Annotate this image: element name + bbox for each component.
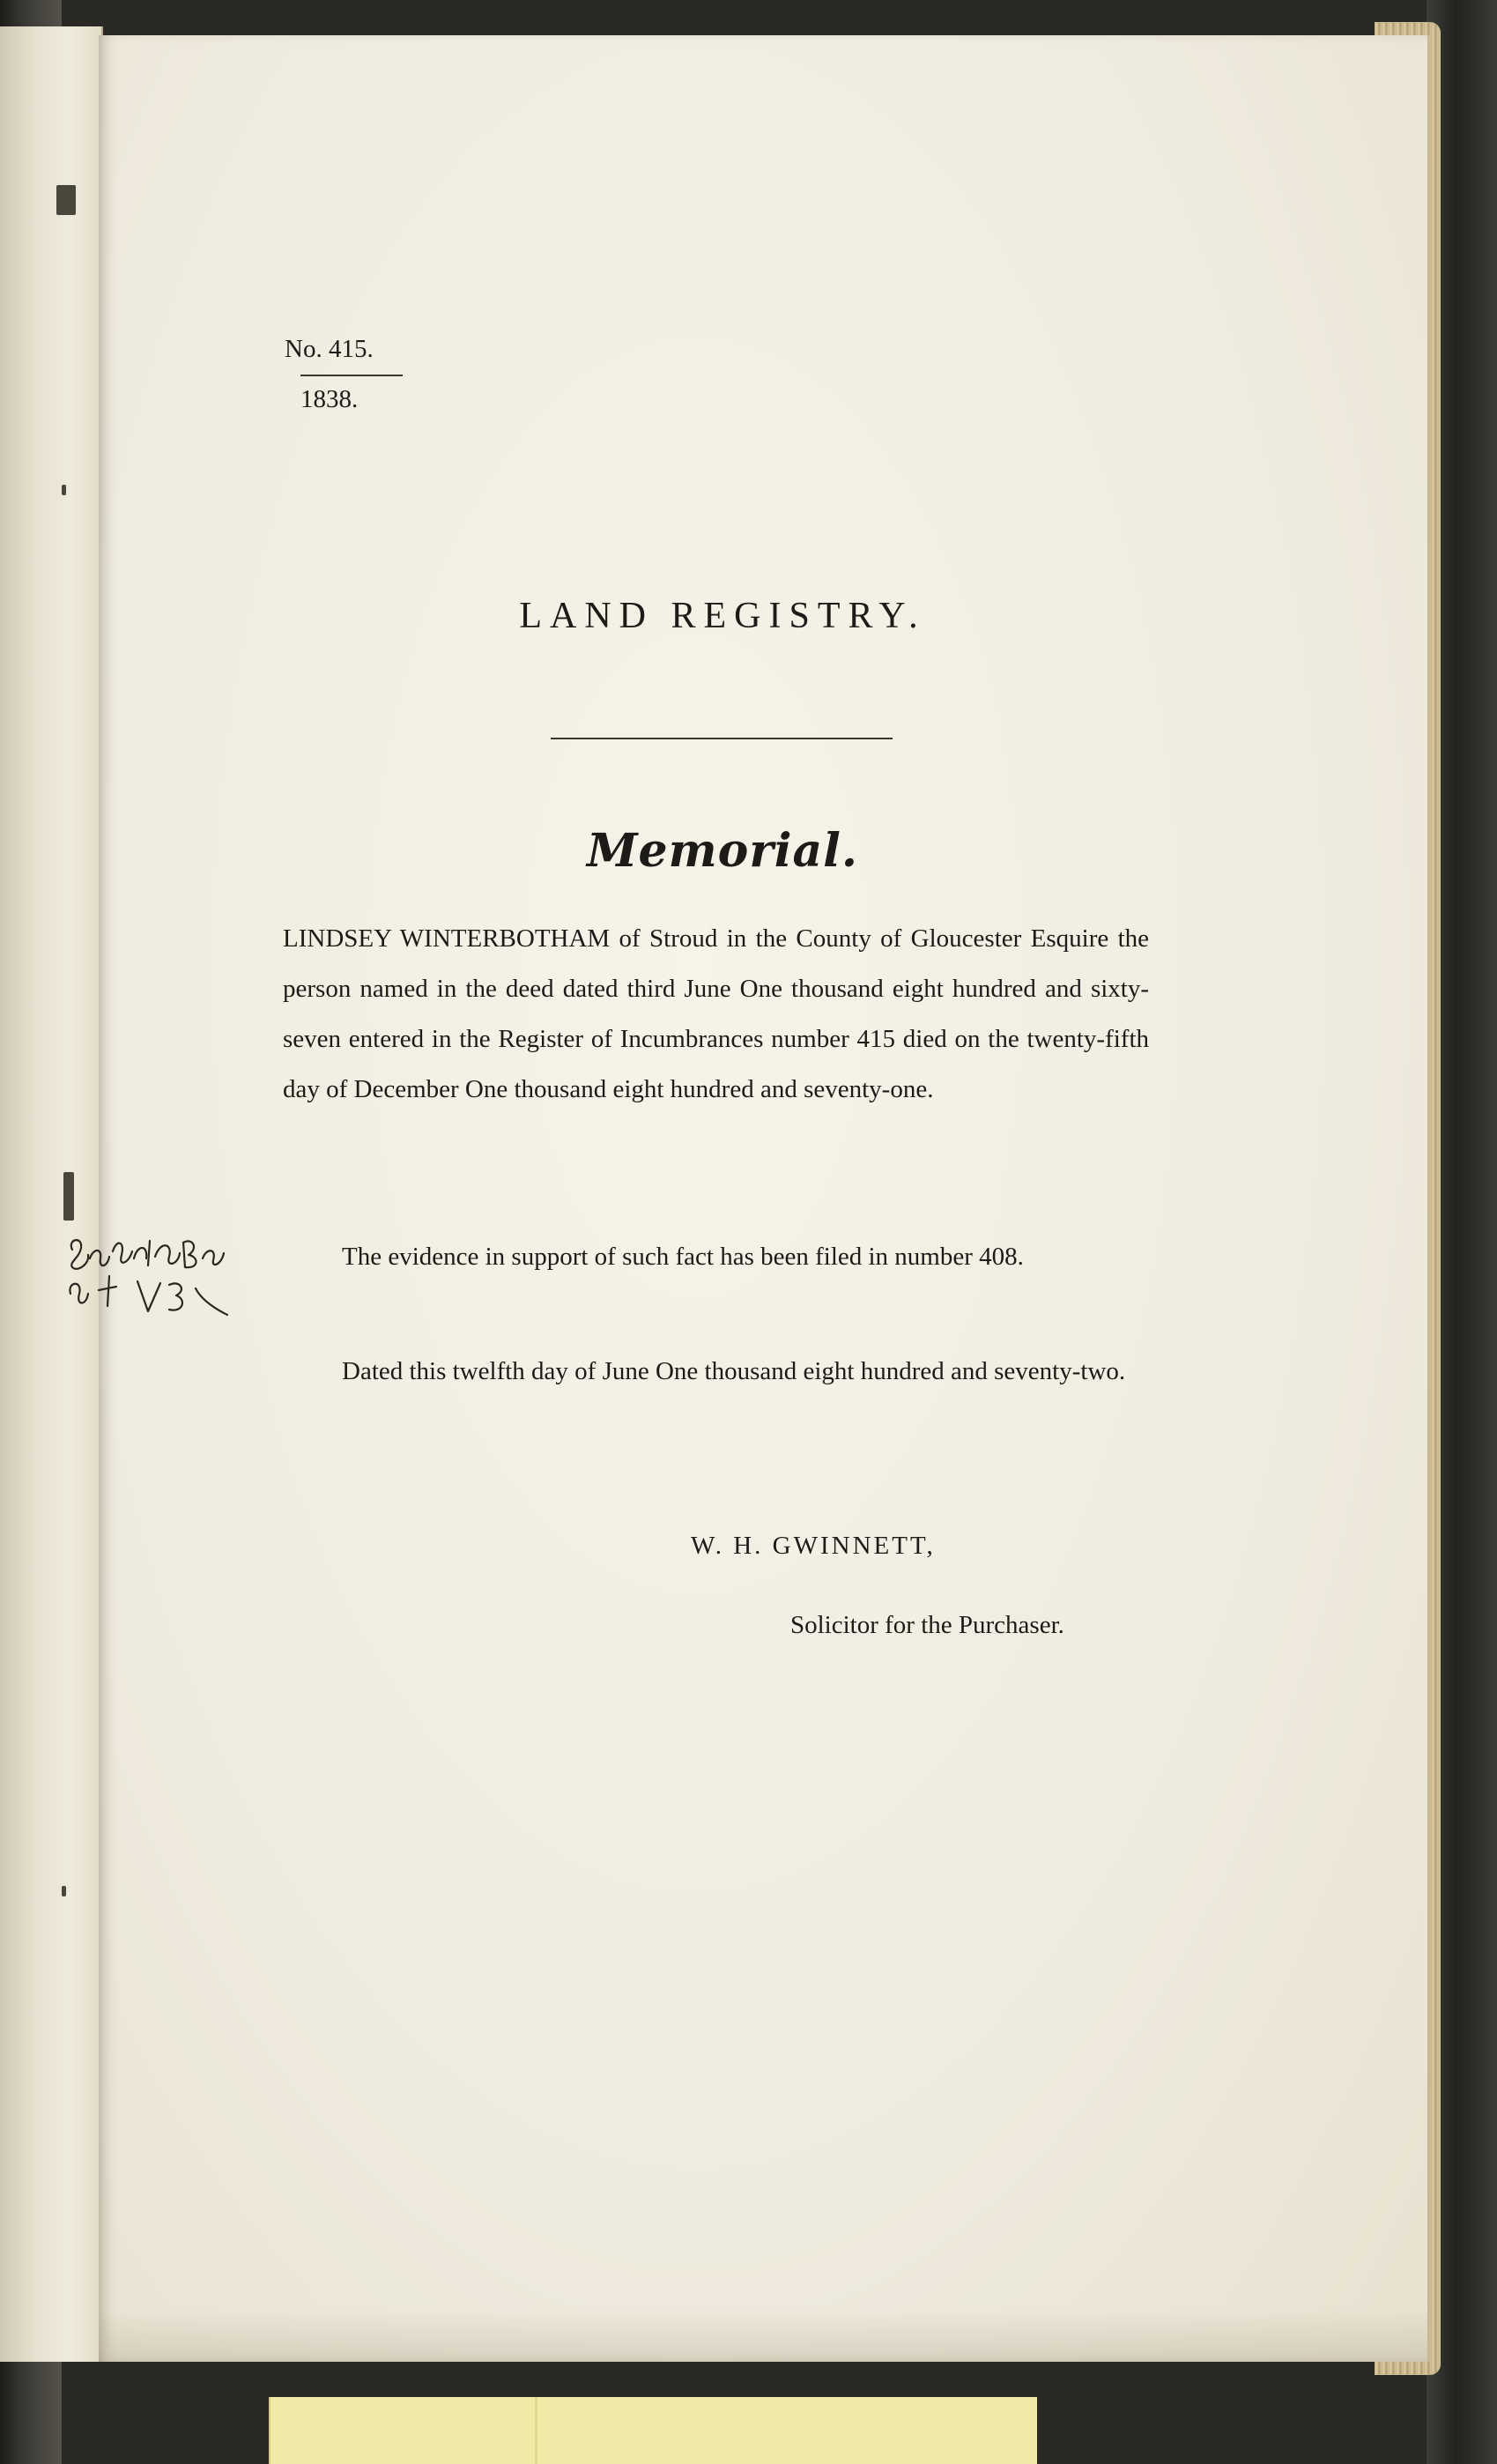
yellow-bookmark-tab [269,2397,1037,2464]
left-page-edge [0,26,103,2362]
signatory-name: W. H. GWINNETT, [691,1532,936,1560]
binding-mark [62,1886,66,1896]
binding-mark [62,485,66,495]
title-divider [551,738,893,739]
memorial-paragraph-evidence: The evidence in support of such fact has been filed in number 408. [342,1243,1024,1271]
binding-mark [56,185,76,215]
register-number: No. 415. [285,335,374,363]
page-title: LAND REGISTRY. [519,596,926,636]
register-number-rule [300,375,403,376]
memorial-paragraph-dated: Dated this twelfth day of June One thousand eight hundred and seventy-two. [342,1357,1126,1385]
signatory-role: Solicitor for the Purchaser. [790,1611,1064,1639]
binding-mark [63,1172,74,1221]
register-year: 1838. [300,385,359,413]
handwritten-margin-annotation [63,1232,240,1329]
tab-fold [535,2397,537,2464]
memorial-heading: Memorial. [586,824,859,878]
memorial-paragraph-death: LINDSEY WINTERBOTHAM of Stroud in the County of Gloucester Esquire the person named in the deed dated third June One thousand eight hundred and sixty-seven entered in the Register of Incumbrances number 415 died on the twenty-fifth day of December One thousand eight hundred and seventy-one. [283,924,1149,1103]
page-shading [99,2309,1427,2362]
document-page [99,35,1430,2362]
